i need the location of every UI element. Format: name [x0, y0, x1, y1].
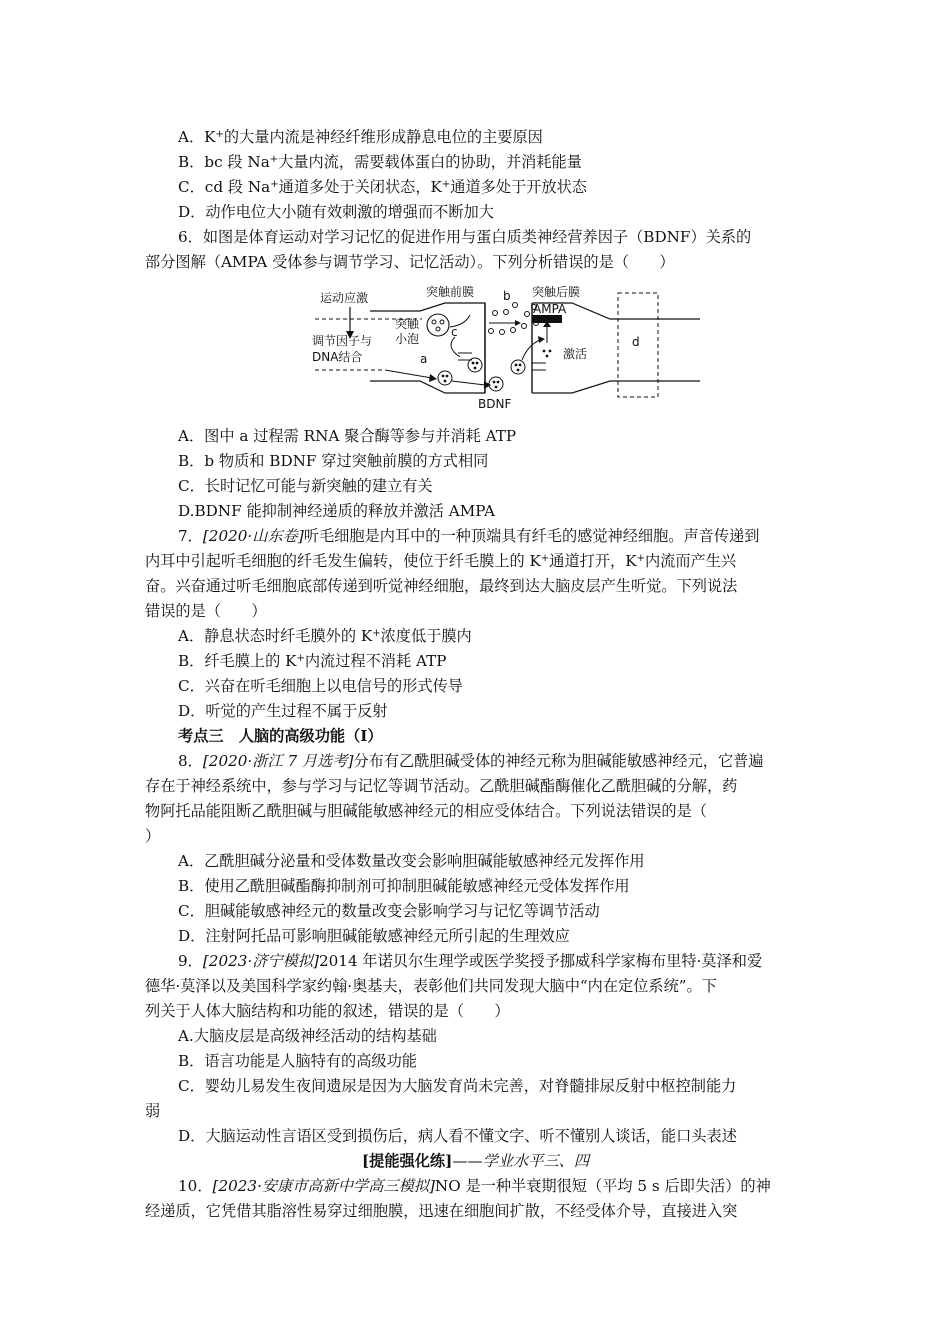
q9-option-d: D．大脑运动性言语区受到损伤后，病人看不懂文字、听不懂别人谈话，能口头表述 — [178, 1127, 737, 1145]
q8-stem-line1: 8．[2020·浙江 7 月选考]分布有乙酰胆碱受体的神经元称为胆碱能敏感神经元，它普遍 — [178, 752, 764, 770]
q9-option-a: A.大脑皮层是高级神经活动的结构基础 — [178, 1027, 437, 1045]
label-b: b — [503, 289, 511, 303]
q6-option-c: C．长时记忆可能与新突触的建立有关 — [178, 477, 433, 495]
q7-stem-line2: 内耳中引起听毛细胞的纤毛发生偏转，使位于纤毛膜上的 K+通道打开，K+内流而产生兴 — [145, 552, 737, 570]
label-ampa: AMPA — [533, 302, 567, 316]
q8-option-a: A．乙酰胆碱分泌量和受体数量改变会影响胆碱能敏感神经元发挥作用 — [178, 852, 645, 870]
q6-option-d: D.BDNF 能抑制神经递质的释放并激活 AMPA — [178, 502, 496, 520]
label-bdnf: BDNF — [478, 397, 512, 410]
q7-option-d: D．听觉的产生过程不属于反射 — [178, 702, 388, 720]
q7-option-c: C．兴奋在听毛细胞上以电信号的形式传导 — [178, 677, 463, 695]
label-d: d — [632, 335, 640, 349]
q9-stem-line1: 9．[2023·济宁模拟]2014 年诺贝尔生理学或医学奖授予挪威科学家梅布里特·莫泽和爱 — [178, 952, 763, 970]
label-vesicle-1: 突触 — [395, 317, 420, 331]
q7-option-b: B．纤毛膜上的 K+内流过程不消耗 ATP — [178, 652, 447, 670]
q10-stem-line1: 10．[2023·安康市高新中学高三模拟]NO 是一种半衰期很短（平均 5 s 后即失活）的神 — [178, 1177, 771, 1195]
synapse-diagram — [310, 285, 700, 410]
q6-stem-line1: 6．如图是体育运动对学习记忆的促进作用与蛋白质类神经营养因子（BDNF）关系的 — [178, 228, 752, 246]
q9-option-c-line2: 弱 — [145, 1102, 161, 1120]
q9-option-c-line1: C．婴幼儿易发生夜间遗尿是因为大脑发育尚未完善，对脊髓排尿反射中枢控制能力 — [178, 1077, 737, 1095]
label-c: c — [451, 325, 458, 339]
q5-option-b: B．bc 段 Na+大量内流，需要载体蛋白的协助，并消耗能量 — [178, 153, 582, 171]
q6-option-b: B．b 物质和 BDNF 穿过突触前膜的方式相同 — [178, 452, 489, 470]
label-activate: 激活 — [563, 347, 588, 361]
q8-stem-line2: 存在于神经系统中，参与学习与记忆等调节活动。乙酰胆碱酯酶催化乙酰胆碱的分解，药 — [145, 777, 738, 795]
q8-option-d: D．注射阿托品可影响胆碱能敏感神经元所引起的生理效应 — [178, 927, 570, 945]
label-vesicle-2: 小泡 — [395, 332, 420, 346]
q7-stem-line4: 错误的是（ ） — [145, 602, 267, 620]
q5-option-a: A．K+的大量内流是神经纤维形成静息电位的主要原因 — [178, 128, 543, 146]
q9-option-b: B．语言功能是人脑特有的高级功能 — [178, 1052, 417, 1070]
q5-option-d: D．动作电位大小随有效刺激的增强而不断加大 — [178, 203, 494, 221]
q9-stem-line3: 列关于人体大脑结构和功能的叙述，错误的是（ ） — [145, 1002, 510, 1020]
q6-stem-line2: 部分图解（AMPA 受体参与调节学习、记忆活动）。下列分析错误的是（ ） — [145, 253, 675, 271]
section-heading: 考点三 人脑的高级功能（Ⅰ） — [178, 727, 383, 745]
q10-stem-line2: 经递质，它凭借其脂溶性易穿过细胞膜，迅速在细胞间扩散，不经受体介导，直接进入突 — [145, 1202, 738, 1220]
q9-stem-line2: 德华·莫泽以及美国科学家约翰·奥基夫，表彰他们共同发现大脑中“内在定位系统”。下 — [145, 977, 717, 995]
label-postsynaptic: 突触后膜 — [532, 285, 581, 299]
practice-heading: [提能强化练]——学业水平三、四 — [362, 1152, 589, 1170]
q8-option-b: B．使用乙酰胆碱酯酶抑制剂可抑制胆碱能敏感神经元受体发挥作用 — [178, 877, 630, 895]
label-a: a — [420, 352, 428, 366]
q8-stem-line4: ） — [145, 827, 161, 845]
q7-stem-line3: 奋。兴奋通过听毛细胞底部传递到听觉神经细胞，最终到达大脑皮层产生听觉。下列说法 — [145, 577, 738, 595]
q5-option-c: C．cd 段 Na+通道多处于关闭状态，K+通道多处于开放状态 — [178, 178, 587, 196]
label-factor-2: DNA结合 — [312, 350, 363, 364]
label-exercise: 运动应激 — [320, 291, 369, 305]
label-factor-1: 调节因子与 — [312, 334, 373, 348]
q6-option-a: A．图中 a 过程需 RNA 聚合酶等参与并消耗 ATP — [178, 427, 517, 445]
q8-option-c: C．胆碱能敏感神经元的数量改变会影响学习与记忆等调节活动 — [178, 902, 600, 920]
q8-stem-line3: 物阿托品能阻断乙酰胆碱与胆碱能敏感神经元的相应受体结合。下列说法错误的是（ — [145, 802, 707, 820]
q7-stem-line1: 7．[2020·山东卷]听毛细胞是内耳中的一种顶端具有纤毛的感觉神经细胞。声音传递到 — [178, 527, 760, 545]
label-presynaptic: 突触前膜 — [426, 285, 475, 299]
q7-option-a: A．静息状态时纤毛膜外的 K+浓度低于膜内 — [178, 627, 472, 645]
